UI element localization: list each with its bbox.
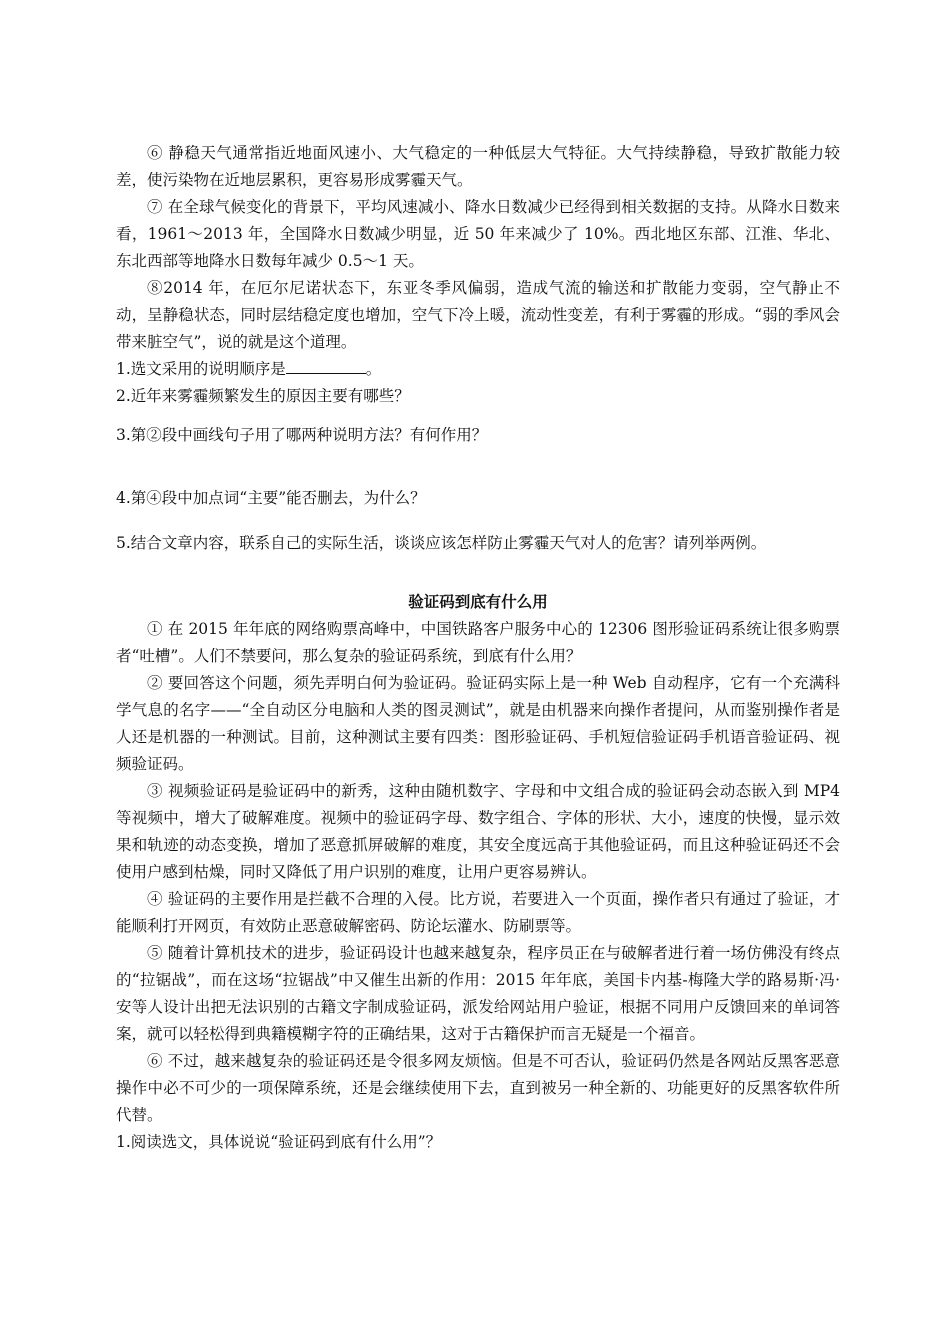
question-1-end: 。 <box>365 360 382 378</box>
article-paragraph-5: ⑤ 随着计算机技术的进步，验证码设计也越来越复杂，程序员正在与破解者进行着一场仿佛没有终点的“拉锯战”，而在这场“拉锯战”中又催生出新的作用：2015 年年底，美国卡内基-梅隆大学的路易斯·冯·安等人设计出把无法识别的古籍文字制成验证码，派发给网站用户验证，根据不同用户反馈回来的单词答案，就可以轻松得到典籍模糊字符的正确结果，这对于古籍保护而言无疑是一个福音。 <box>116 944 840 1043</box>
question-2: 2.近年来雾霾频繁发生的原因主要有哪些？ <box>116 387 410 405</box>
article-paragraph-1: ① 在 2015 年年底的网络购票高峰中，中国铁路客户服务中心的 12306 图形验证码系统让很多购票者“吐槽”。人们不禁要问，那么复杂的验证码系统，到底有什么用？ <box>116 620 840 665</box>
article-paragraph-6: ⑥ 不过，越来越复杂的验证码还是令很多网友烦恼。但是不可否认，验证码仍然是各网站反黑客恶意操作中必不可少的一项保障系统，还是会继续使用下去，直到被另一种全新的、功能更好的反黑客软件所代替。 <box>116 1052 840 1124</box>
paragraph-7: ⑦ 在全球气候变化的背景下，平均风速减小、降水日数减少已经得到相关数据的支持。从降水日数来看，1961～2013 年，全国降水日数减少明显，近 50 年来减少了 10%。西北地区东部、江淮、华北、东北西部等地降水日数每年减少 0.5～1 天。 <box>116 198 840 270</box>
article-title: 验证码到底有什么用 <box>408 593 548 611</box>
question-1 <box>116 356 840 383</box>
question-4: 4.第④段中加点词“主要”能否删去，为什么？ <box>116 489 426 507</box>
answer-blank[interactable] <box>286 358 366 374</box>
article-question-1: 1.阅读选文，具体说说“验证码到底有什么用”？ <box>116 1133 442 1151</box>
paragraph-8: ⑧2014 年，在厄尔尼诺状态下，东亚冬季风偏弱，造成气流的输送和扩散能力变弱，空气静止不动，呈静稳状态，同时层结稳定度也增加，空气下冷上暖，流动性变差，有利于雾霾的形成。“弱的季风会带来脏空气”，说的就是这个道理。 <box>116 279 840 351</box>
article-paragraph-2: ② 要回答这个问题，须先弄明白何为验证码。验证码实际上是一种 Web 自动程序，它有一个充满科学气息的名字——“全自动区分电脑和人类的图灵测试”，就是由机器来向操作者提问，从而鉴别操作者是人还是机器的一种测试。目前，这种测试主要有四类：图形验证码、手机短信验证码手机语音验证码、视频验证码。 <box>116 674 840 773</box>
question-3: 3.第②段中画线句子用了哪两种说明方法？有何作用？ <box>116 426 488 444</box>
question-5: 5.结合文章内容，联系自己的实际生活，谈谈应该怎样防止雾霾天气对人的危害？请列举两例。 <box>116 534 767 552</box>
document-page <box>116 140 840 1156</box>
paragraph-6: ⑥ 静稳天气通常指近地面风速小、大气稳定的一种低层大气特征。大气持续静稳，导致扩散能力较差，使污染物在近地层累积，更容易形成雾霾天气。 <box>116 144 840 189</box>
article-paragraph-3: ③ 视频验证码是验证码中的新秀，这种由随机数字、字母和中文组合成的验证码会动态嵌入到 MP4 等视频中，增大了破解难度。视频中的验证码字母、数字组合、字体的形状、大小，速度的快慢，显示效果和轨迹的动态变换，增加了恶意抓屏破解的难度，其安全度远高于其他验证码，而且这种验证码还不会使用户感到枯燥，同时又降低了用户识别的难度，让用户更容易辨认。 <box>116 782 840 881</box>
question-1-text: 1.选文采用的说明顺序是 <box>116 360 286 378</box>
article-paragraph-4: ④ 验证码的主要作用是拦截不合理的入侵。比方说，若要进入一个页面，操作者只有通过了验证，才能顺利打开网页，有效防止恶意破解密码、防论坛灌水、防刷票等。 <box>116 890 840 935</box>
